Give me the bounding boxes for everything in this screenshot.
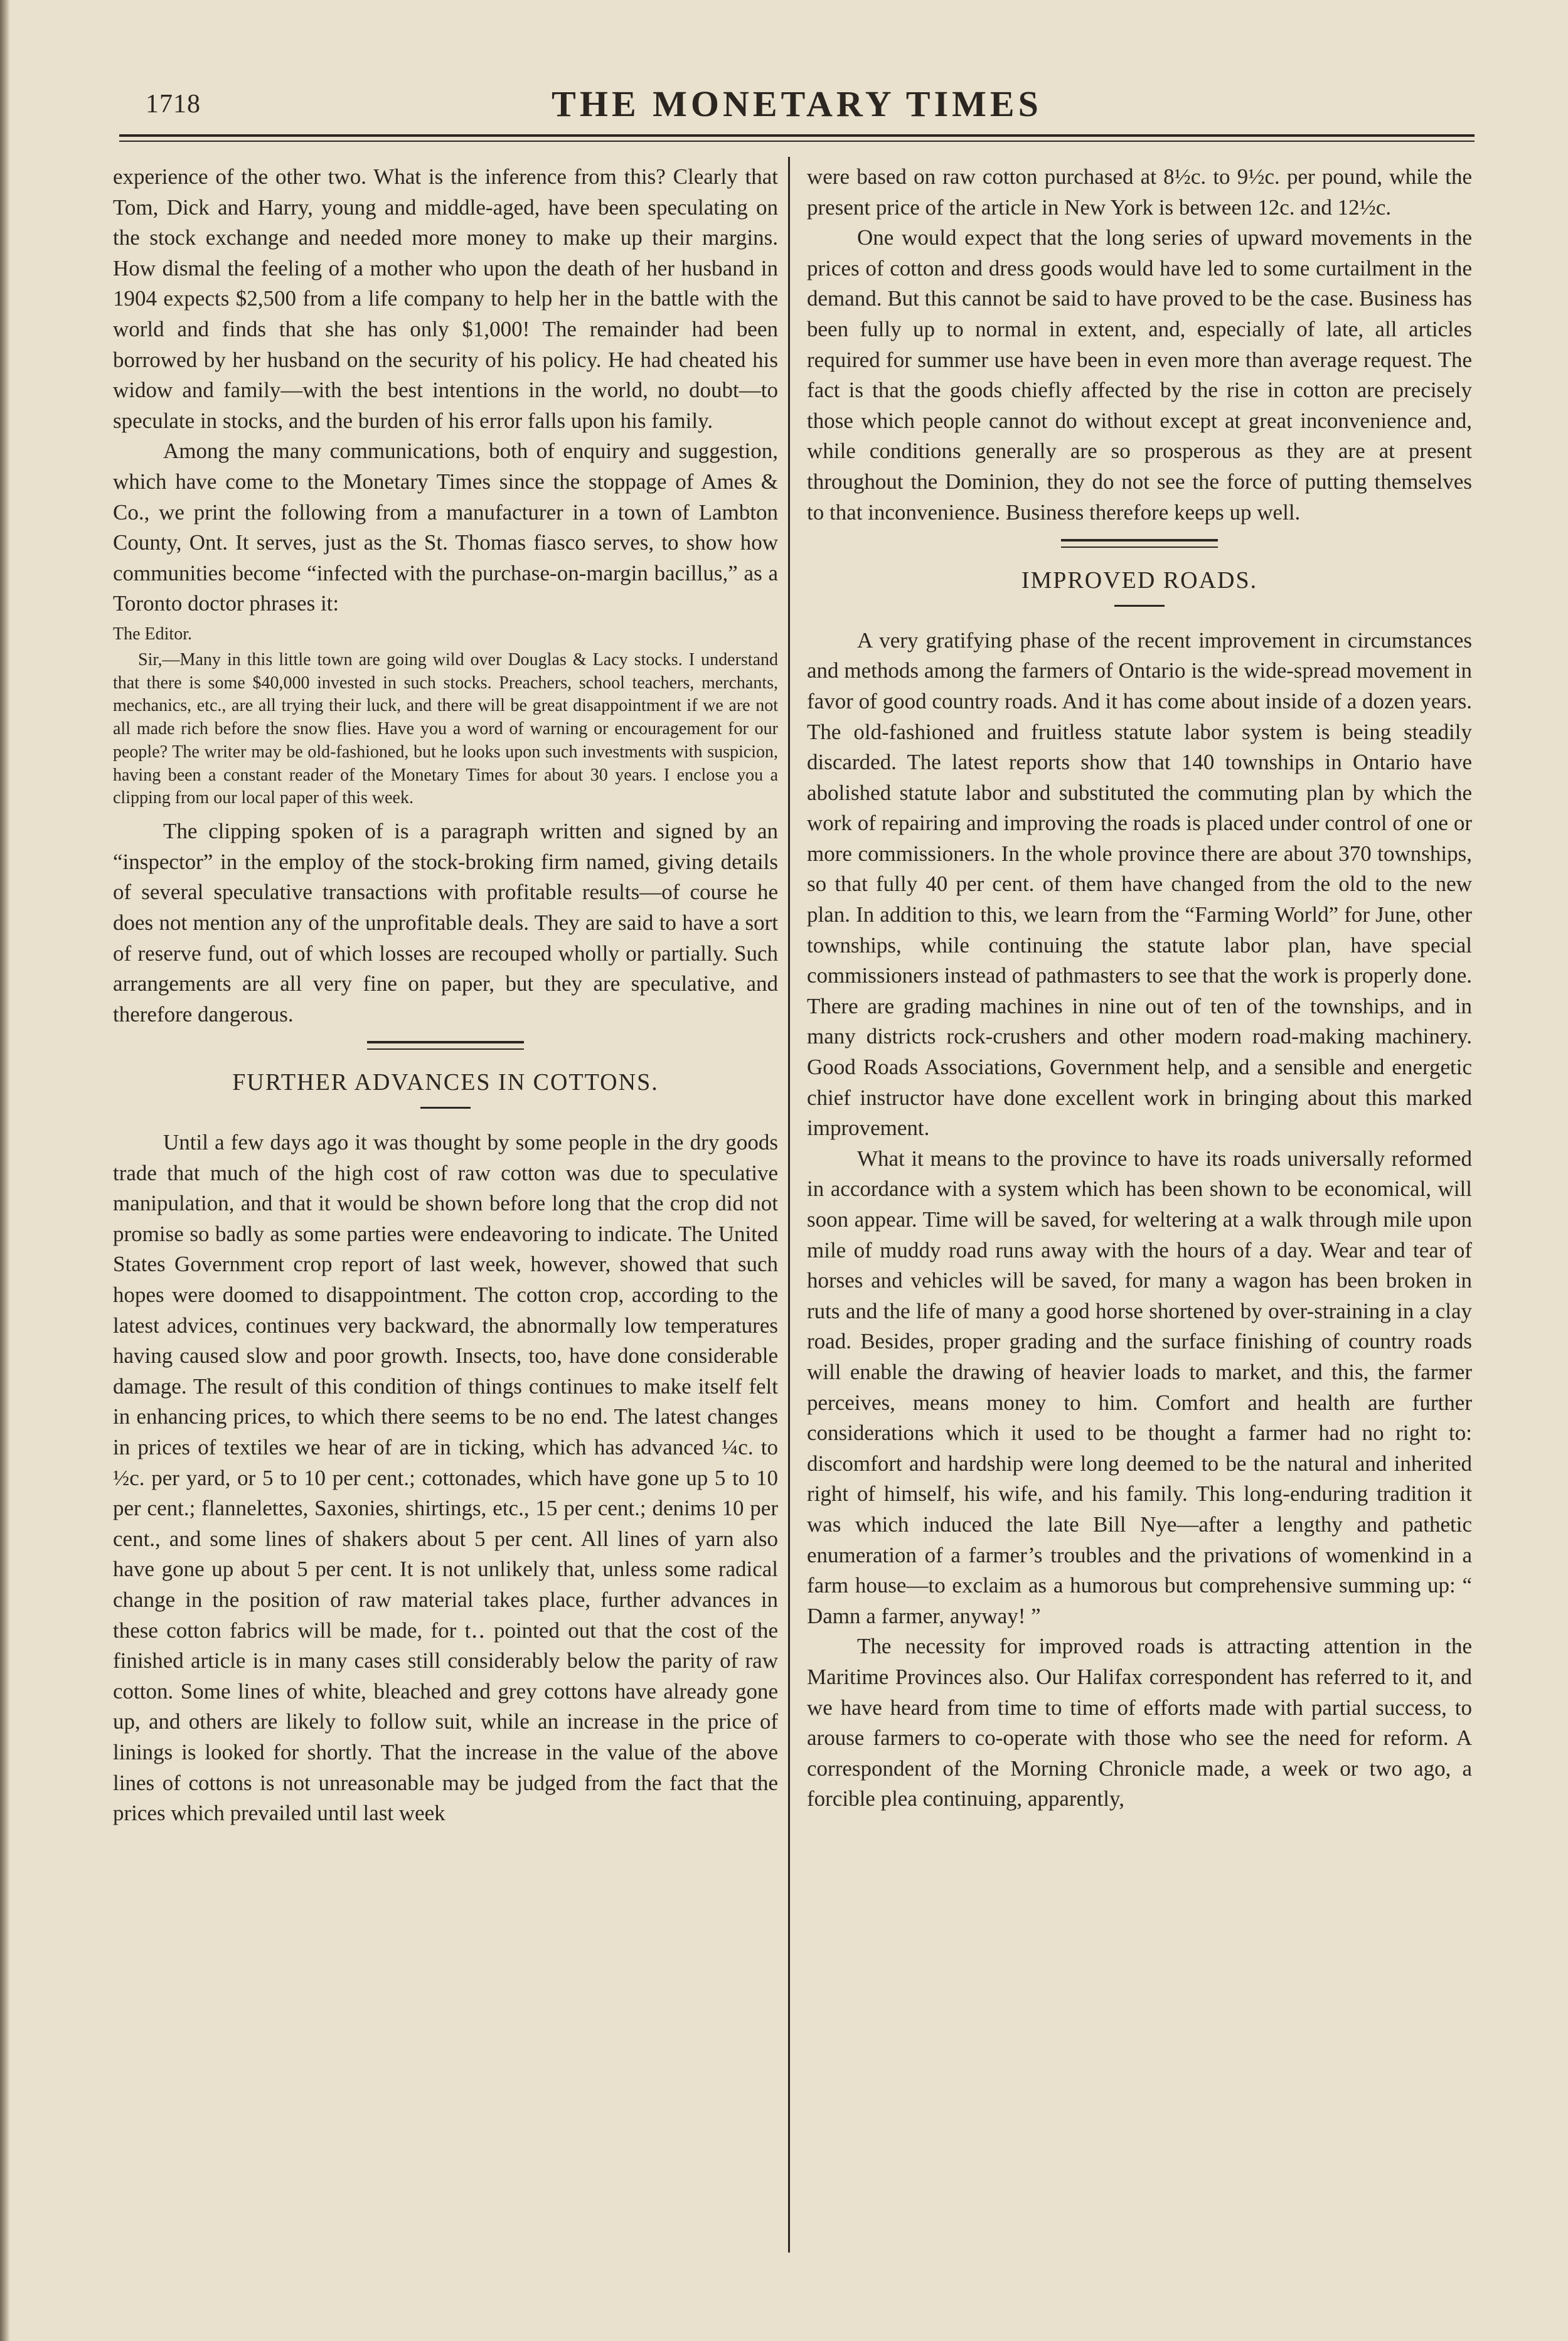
letter-salutation: The Editor. [113,624,192,644]
paragraph: One would expect that the long series of upward movements in the prices of cotton and dress goods would have led to some curtailment in the demand. But this cannot be said to have proved to be the case. Business has been fully up to normal in extent, and, especially of late, all articles required for summer use have been in even more than average request. The fact is that the goods chiefly affected by the rise in cotton are precisely those which people cannot do without except at great inconvenience and, while conditions generally are so prosperous as they are at present throughout the Dominion, they do not see the force of putting themselves to that inconvenience. Business therefore keeps up well. [807,225,1472,525]
right-column [807,162,1472,1815]
paragraph: A very gratifying phase of the recent improvement in circumstances and methods among the farmers of Ontario is the wide-spread movement in favor of good country roads. And it has come about inside of a dozen years. The old-fashioned and fruitless statute labor system is being steadily discarded. The latest reports show that 140 townships in Ontario have abolished statute labor and substituted the commuting plan by which the work of repairing and improving the roads is placed under control of one or more commissioners. In the whole province there are about 370 townships, so that fully 40 per cent. of them have changed from the old to the new plan. In addition to this, we learn from the “Farming World” for June, other townships, while continuing the statute labor plan, have special commissioners instead of pathmasters to see that the work is properly done. There are grading machines in nine out of ten of the townships, and in many districts rock-crushers and other modern road-making machinery. Good Roads Associations, Government help, and a sensible and energetic chief instructor have done excellent work in bringing about this marked improvement. [807,627,1472,1141]
paragraph: The clipping spoken of is a paragraph written and signed by an “inspector” in the employ of the stock-broking firm named, giving details of several speculative transactions with profitable results—of course he does not mention any of the unprofitable deals. They are said to have a sort of reserve fund, out of which losses are recouped wholly or partially. Such arrangements are all very fine on paper, but they are speculative, and therefore dangerous. [113,819,778,1027]
left-column [113,162,778,1829]
page-number: 1718 [146,90,201,119]
paragraph: The necessity for improved roads is attracting attention in the Maritime Provinces also. Our Halifax correspondent has referred to it, and we have heard from time to time of efforts made with partial success, to arouse farmers to co-operate with those who see the need for reform. A correspondent of the Morning Chronicle made, a week or two ago, a forcible plea continuing, apparently, [807,1634,1472,1811]
paragraph: What it means to the province to have its roads universally reformed in accordance with a system which has been shown to be economical, will soon appear. Time will be saved, for weltering at a walk through mile upon mile of muddy road runs away with the hours of a day. Wear and tear of horses and vehicles will be saved, for many a wagon has been broken in ruts and the life of many a good horse shortened by over-straining in a clay road. Besides, proper grading and the surface finishing of country roads will enable the drawing of heavier loads to market, and this, the farmer perceives, means money to him. Comfort and health are further considerations which it used to be thought a farmer had no right to: discomfort and hardship were long deemed to be the natural and inherited right of himself, his wife, and his family. This long-enduring tradition it was which induced the late Bill Nye—after a lengthy and pathetic enumeration of a farmer’s troubles and the privations of womenkind in a farm house—to exclaim as a humorous but comprehensive summing up: “ Damn a farmer, anyway! ” [807,1146,1472,1628]
section-divider-rule [1061,539,1218,548]
column-divider [788,157,790,2253]
section-divider-rule [367,1041,524,1050]
section-title-roads: IMPROVED ROADS. [1021,567,1258,594]
header-rule-thin [119,141,1475,142]
header-rule-thick [119,134,1475,137]
paragraph: experience of the other two. What is the inference from this? Clearly that Tom, Dick and Harry, young and middle-aged, have been speculating on the stock exchange and needed more money to make up their margins. How dismal the feeling of a mother who upon the death of her husband in 1904 expects $2,500 from a life company to help her in the battle with the world and finds that she has only $1,000! The remainder had been borrowed by her husband on the security of his policy. He had cheated his widow and family—with the best intentions in the world, no doubt—to speculate in stocks, and the burden of his error falls upon his family. [113,164,778,433]
letter-body: Sir,—Many in this little town are going wild over Douglas & Lacy stocks. I understand that there is some $40,000 invested in such stocks. Preachers, school teachers, merchants, mechanics, etc., are all trying their luck, and there will be great disappointment if we are not all made rich before the snow flies. Have you a word of warning or encouragement for our people? The writer may be old-fashioned, but he looks upon such investments with suspicion, having been a constant reader of the Monetary Times for about 30 years. I enclose you a clipping from our local paper of this week. [113,649,778,808]
paragraph: were based on raw cotton purchased at 8½c. to 9½c. per pound, while the present price of the article in New York is between 12c. and 12½c. [807,164,1472,220]
section-title-underline [420,1107,471,1109]
page-edge-shadow [0,0,10,2341]
paragraph: Among the many communications, both of enquiry and suggestion, which have come to the Monetary Times since the stoppage of Ames & Co., we print the following from a manufacturer in a town of Lambton County, Ont. It serves, just as the St. Thomas fiasco serves, to show how communities become “infected with the purchase-on-margin bacillus,” as a Toronto doctor phrases it: [113,439,778,616]
journal-title: THE MONETARY TIMES [552,83,1042,124]
page-header [119,80,1475,137]
reader-letter [113,623,778,810]
paragraph: Until a few days ago it was thought by some people in the dry goods trade that much of the high cost of raw cotton was due to speculative manipulation, and that it would be shown before long that the crop did not promise so badly as some parties were endeavoring to indicate. The United States Government crop report of last week, however, showed that such hopes were doomed to disappointment. The cotton crop, according to the latest advices, continues very backward, the abnormally low temperatures having caused slow and poor growth. Insects, too, have done considerable damage. The result of this condition of things continues to make itself felt in enhancing prices, to which there seems to be no end. The latest changes in prices of textiles we hear of are in ticking, which has advanced ¼c. to ½c. per yard, or 5 to 10 per cent.; cottonades, which have gone up 5 to 10 per cent.; flannelettes, Saxonies, shirtings, etc., 15 per cent.; denims 10 per cent., and some lines of shakers about 5 per cent. All lines of yarn also have gone up about 5 per cent. It is not unlikely that, unless some radical change in the position of raw material takes place, further advances in these cotton fabrics will be made, for t‥ pointed out that the cost of the finished article is in many cases still considerably below the parity of raw cotton. Some lines of white, bleached and grey cottons have already gone up, and others are likely to follow suit, while an increase in the price of linings is looked for shortly. That the increase in the value of the above lines of cottons is not unreasonable may be judged from the fact that the prices which prevailed until last week [113,1130,778,1826]
section-title-underline [1114,605,1165,607]
section-title-cottons: FURTHER ADVANCES IN COTTONS. [232,1069,659,1096]
